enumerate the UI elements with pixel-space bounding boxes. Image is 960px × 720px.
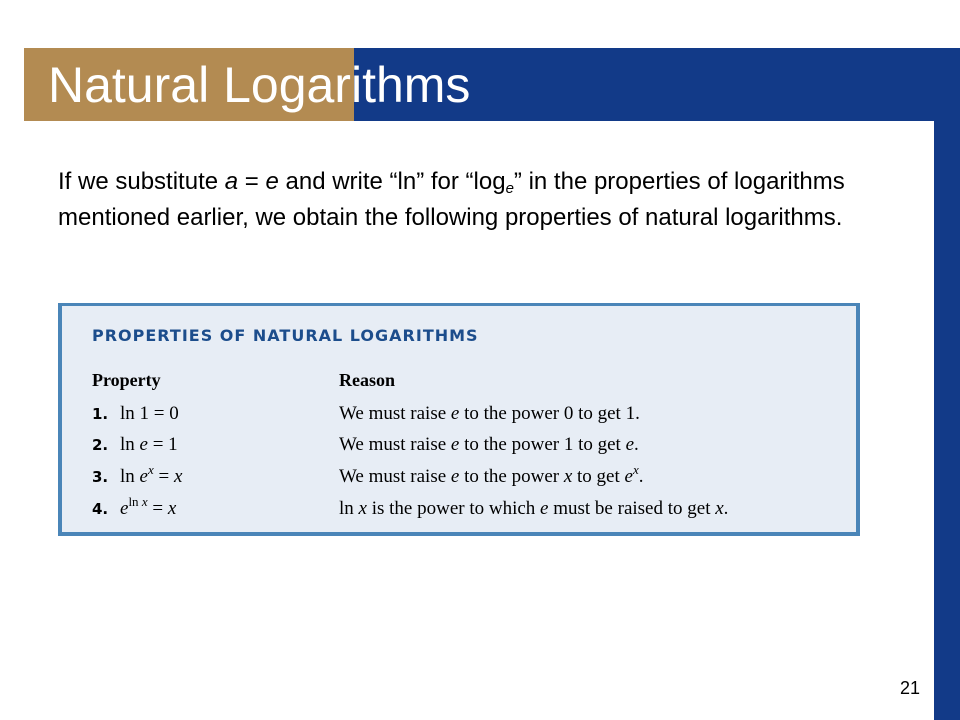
formula-exponent: ln <box>128 494 142 509</box>
property-row-4 <box>62 494 856 528</box>
intro-log-subscript: e <box>505 180 514 197</box>
property-reason <box>339 497 728 521</box>
reason-var: e <box>540 498 549 519</box>
formula-part: ln 1 = 0 <box>120 403 179 424</box>
formula-exponent-var: x <box>141 494 148 509</box>
property-formula <box>120 462 183 489</box>
column-header-reason: Reason <box>339 370 396 390</box>
reason-var: x <box>358 498 367 519</box>
intro-text-1: If we substitute <box>58 168 225 195</box>
reason-var: x <box>563 466 573 487</box>
reason-var: e <box>624 466 633 487</box>
intro-text-3: and write “ln” for “log <box>278 168 506 195</box>
reason-part: We must raise <box>339 466 451 487</box>
property-row-3 <box>62 462 856 496</box>
formula-part: = <box>147 498 168 519</box>
formula-var: e <box>139 466 148 487</box>
right-accent-stripe <box>934 121 960 720</box>
reason-part: . <box>723 498 729 519</box>
properties-box <box>58 303 860 536</box>
formula-part: ln <box>120 466 140 487</box>
property-row-2 <box>62 433 856 464</box>
reason-part: We must raise <box>339 434 451 455</box>
formula-part: ln <box>120 434 140 455</box>
formula-var: x <box>167 498 177 519</box>
intro-var-a: a <box>224 168 239 195</box>
reason-part: We must raise <box>339 403 451 424</box>
formula-var: x <box>173 466 183 487</box>
reason-part: to the power 1 to get <box>459 434 626 455</box>
row-number: 2. <box>92 436 109 454</box>
reason-part: must be raised to get <box>548 498 716 519</box>
reason-part: to the power <box>459 466 564 487</box>
row-number: 1. <box>92 405 109 423</box>
reason-part: is the power to which <box>366 498 541 519</box>
row-number: 3. <box>92 468 109 486</box>
property-row-1 <box>62 402 856 433</box>
column-header-property: Property <box>92 370 161 390</box>
intro-text-2: = <box>238 168 266 195</box>
property-formula <box>120 402 179 426</box>
formula-exponent: x <box>147 462 154 477</box>
property-formula <box>120 494 177 521</box>
formula-part: = 1 <box>147 434 178 455</box>
reason-var: e <box>450 403 460 424</box>
page-number: 21 <box>900 678 921 698</box>
formula-var: e <box>120 498 129 519</box>
reason-var: e <box>625 434 635 455</box>
properties-box-title: PROPERTIES OF NATURAL LOGARITHMS <box>92 326 479 345</box>
reason-part: ln <box>339 498 359 519</box>
property-reason <box>339 462 644 489</box>
formula-part: = <box>153 466 174 487</box>
formula-var: e <box>139 434 148 455</box>
reason-var: x <box>715 498 724 519</box>
intro-text-4: ” in the properties of logarithms mentioned earlier, we obtain the following properties of natural logarithms. <box>58 168 845 231</box>
property-reason <box>339 402 640 426</box>
slide-title: Natural Logarithms <box>48 57 471 113</box>
property-reason <box>339 433 639 457</box>
reason-exponent: x <box>632 462 639 477</box>
reason-part: to get <box>572 466 625 487</box>
reason-var: e <box>450 434 460 455</box>
reason-part: . <box>634 434 639 455</box>
reason-part: to the power 0 to get 1. <box>459 403 640 424</box>
intro-paragraph <box>58 164 870 236</box>
row-number: 4. <box>92 500 109 518</box>
reason-part: . <box>638 466 644 487</box>
reason-var: e <box>450 466 460 487</box>
property-formula <box>120 433 178 457</box>
intro-var-e: e <box>265 168 279 195</box>
